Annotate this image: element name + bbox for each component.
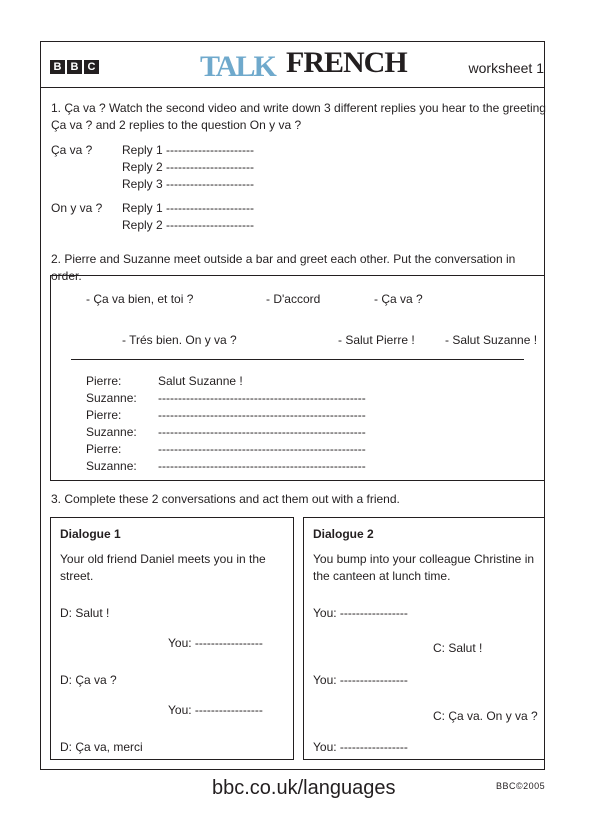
dialogue-2-line: You: ----------------- <box>313 740 408 754</box>
on-y-va-label: On y va ? <box>51 201 103 215</box>
dialogue-2-line: C: Salut ! <box>433 641 483 655</box>
dialogue-2-line: You: ----------------- <box>313 606 408 620</box>
phrase: - Ça va ? <box>374 292 423 306</box>
logo-talk: TALK <box>200 50 275 83</box>
phrase: - Ça va bien, et toi ? <box>86 292 194 306</box>
reply-line: Reply 1 ---------------------- <box>122 201 254 215</box>
bbc-letter: B <box>50 60 65 74</box>
dialogue-2-line: C: Ça va. On y va ? <box>433 709 538 723</box>
dialogue-1-line: You: ----------------- <box>168 636 263 650</box>
reply-line: Reply 1 ---------------------- <box>122 143 254 157</box>
phrase: - D'accord <box>266 292 321 306</box>
phrase-divider <box>71 359 524 360</box>
dialogue-line: Salut Suzanne ! <box>158 374 243 388</box>
dialogue-line: ---------------------------------------------------- <box>158 459 366 473</box>
dialogue-1-line: D: Ça va ? <box>60 673 117 687</box>
speaker: Suzanne: <box>86 391 137 405</box>
dialogue-line: ---------------------------------------------------- <box>158 442 366 456</box>
footer-copyright: BBC©2005 <box>496 781 546 791</box>
speaker: Pierre: <box>86 442 122 456</box>
phrase: - Salut Suzanne ! <box>445 333 538 347</box>
reply-line: Reply 2 ---------------------- <box>122 218 254 232</box>
bbc-letter: C <box>84 60 99 74</box>
question-1-text: 1. Ça va ? Watch the second video and write down 3 different replies you hear to the greeting Ça va ? and 2 replies to the question On y va ? <box>51 101 546 132</box>
question-2-text: 2. Pierre and Suzanne meet outside a bar and greet each other. Put the conversation in order. <box>51 252 516 283</box>
reply-line: Reply 2 ---------------------- <box>122 160 254 174</box>
dialogue-1-line: D: Salut ! <box>60 606 110 620</box>
ca-va-label: Ça va ? <box>51 143 93 157</box>
dialogue-2-line: You: ----------------- <box>313 673 408 687</box>
dialogue-2-title: Dialogue 2 <box>313 527 374 541</box>
speaker: Suzanne: <box>86 425 137 439</box>
question-3-text: 3. Complete these 2 conversations and act them out with a friend. <box>51 492 400 506</box>
speaker: Pierre: <box>86 408 122 422</box>
dialogue-1-line: You: ----------------- <box>168 703 263 717</box>
speaker: Suzanne: <box>86 459 137 473</box>
header-divider <box>41 87 544 88</box>
logo-french: FRENCH <box>286 46 407 79</box>
dialogue-line: ---------------------------------------------------- <box>158 408 366 422</box>
reply-line: Reply 3 ---------------------- <box>122 177 254 191</box>
dialogue-line: ---------------------------------------------------- <box>158 425 366 439</box>
speaker: Pierre: <box>86 374 122 388</box>
dialogue-1-title: Dialogue 1 <box>60 527 121 541</box>
dialogue-1-intro: Your old friend Daniel meets you in the street. <box>60 552 266 583</box>
dialogue-2-intro: You bump into your colleague Christine in the canteen at lunch time. <box>313 552 535 583</box>
talk-french-logo <box>198 46 407 86</box>
bbc-logo <box>50 60 99 74</box>
phrase: - Trés bien. On y va ? <box>122 333 237 347</box>
phrase: - Salut Pierre ! <box>338 333 415 347</box>
footer-url: bbc.co.uk/languages <box>212 777 396 799</box>
dialogue-1-line: D: Ça va, merci <box>60 740 143 754</box>
worksheet-label: worksheet 1 <box>468 60 544 76</box>
dialogue-line: ---------------------------------------------------- <box>158 391 366 405</box>
bbc-letter: B <box>67 60 82 74</box>
